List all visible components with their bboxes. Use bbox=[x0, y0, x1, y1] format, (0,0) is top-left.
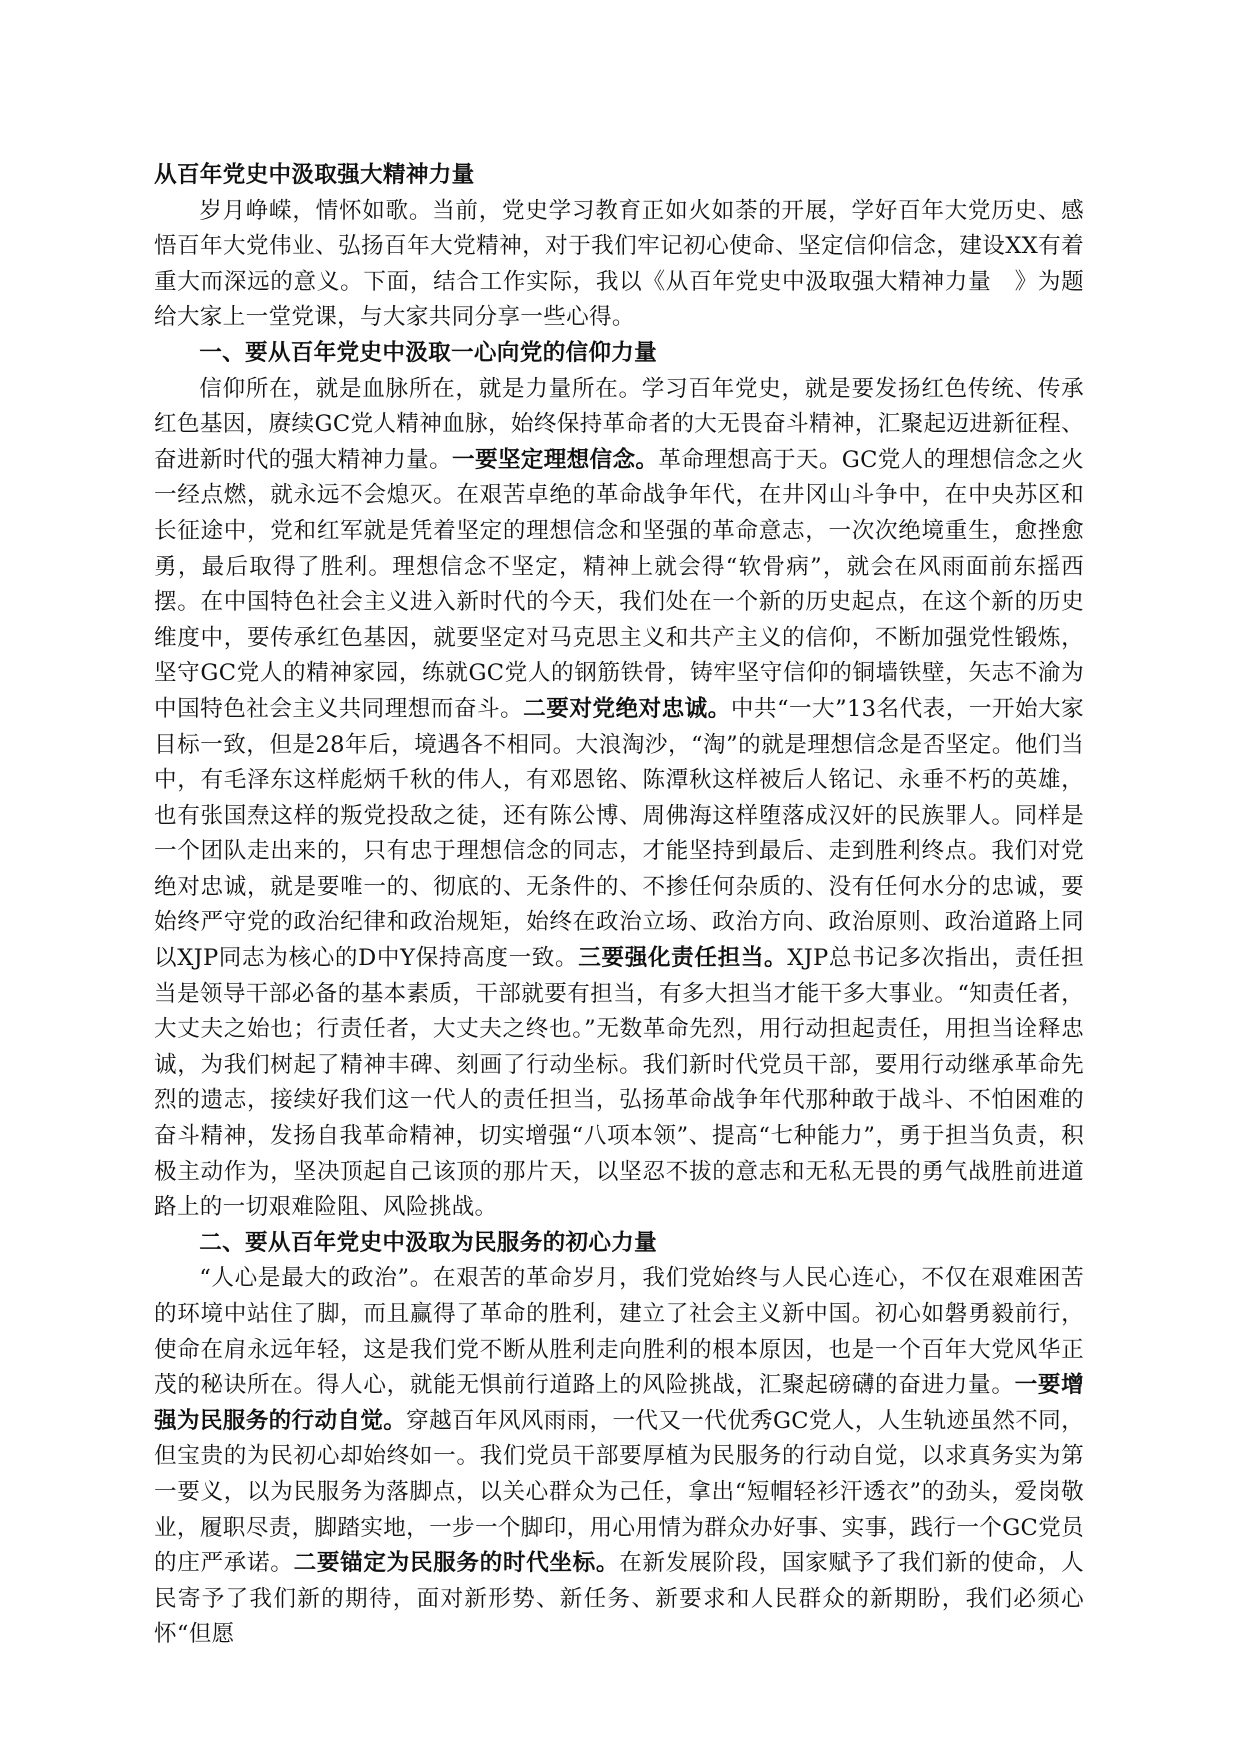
section-2-lead: “人心是最大的政治”。在艰苦的革命岁月，我们党始终与人民心连心，不仅在艰难困苦的环境中站住了脚，而且赢得了革命的胜利，建立了社会主义新中国。初心如磐勇毅前行，使命在肩永远年轻，这是我们党不断从胜利走向胜利的根本原因，也是一个百年大党风华正茂的秘诀所在。得人心，就能无惧前行道路上的风险挑战，汇聚起磅礴的奋进力量。 bbox=[154, 1265, 1084, 1399]
section-2-heading: 二、要从百年党史中汲取为民服务的初心力量 bbox=[199, 1229, 658, 1256]
section-2-point-1-title: 一要增强为民服务的行动自觉。 bbox=[154, 1372, 1084, 1434]
section-1-point-1-text: 革命理想高于天。GC党人的理想信念之火一经点燃，就永远不会熄灭。在艰苦卓绝的革命战争年代，在井冈山斗争中，在中央苏区和长征途中，党和红军就是凭着坚定的理想信念和坚强的革命意志，一次次绝境重生，愈挫愈勇，最后取得了胜利。理想信念不坚定，精神上就会得“软骨病”，就会在风雨面前东摇西摆。在中国特色社会主义进入新时代的今天，我们处在一个新的历史起点，在这个新的历史维度中，要传承红色基因，就要坚定对马克思主义和共产主义的信仰，不断加强党性锻炼，坚守GC党人的精神家园，练就GC党人的钢筋铁骨，铸牢坚守信仰的铜墙铁壁，矢志不渝为中国特色社会主义共同理想而奋斗。 bbox=[154, 446, 1084, 722]
section-2-body bbox=[154, 1261, 1084, 1653]
section-1-point-3-text: XJP总书记多次指出，责任担当是领导干部必备的基本素质，干部就要有担当，有多大担当才能干多大事业。“知责任者，大丈夫之始也；行责任者，大丈夫之终也。”无数革命先烈，用行动担起责任，用担当诠释忠诚，为我们树起了精神丰碑、刻画了行动坐标。我们新时代党员干部，要用行动继承革命先烈的遗志，接续好我们这一代人的责任担当，弘扬革命战争年代那种敢于战斗、不怕困难的奋斗精神，发扬自我革命精神，切实增强“八项本领”、提高“七种能力”，勇于担当负责，积极主动作为，坚决顶起自己该顶的那片天，以坚忍不拔的意志和无私无畏的勇气战胜前进道路上的一切艰难险阻、风险挑战。 bbox=[154, 945, 1085, 1221]
document-title: 从百年党史中汲取强大精神力量 bbox=[154, 162, 475, 188]
section-1-point-2-text: 中共“一大”13名代表，一开始大家目标一致，但是28年后，境遇各不相同。大浪淘沙，“淘”的就是理想信念是否坚定。他们当中，有毛泽东这样彪炳千秋的伟人，有邓恩铭、陈潭秋这样被后人铭记、永垂不朽的英雄，也有张国焘这样的叛党投敌之徒，还有陈公博、周佛海这样堕落成汉奸的民族罪人。同样是一个团队走出来的，只有忠于理想信念的同志，才能坚持到最后、走到胜利终点。我们对党绝对忠诚，就是要唯一的、彻底的、无条件的、不掺任何杂质的、没有任何水分的忠诚，要始终严守党的政治纪律和政治规矩，始终在政治立场、政治方向、政治原则、政治道路上同以XJP同志为核心的D中Y保持高度一致。 bbox=[154, 695, 1084, 972]
section-1-body bbox=[154, 372, 1084, 1226]
intro-paragraph: 岁月峥嵘，情怀如歌。当前，党史学习教育正如火如荼的开展，学好百年大党历史、感悟百年大党伟业、弘扬百年大党精神，对于我们牢记初心使命、坚定信仰信念，建设XX有着重大而深远的意义。下面，结合工作实际，我以《从百年党史中汲取强大精神力量 》为题给大家上一堂党课，与大家共同分享一些心得。 bbox=[154, 197, 1084, 331]
section-1-point-1-title: 一要坚定理想信念。 bbox=[452, 446, 659, 473]
section-1-point-3-title: 三要强化责任担当。 bbox=[578, 945, 788, 972]
section-1-lead: 信仰所在，就是血脉所在，就是力量所在。学习百年党史，就是要发扬红色传统、传承红色基因，赓续GC党人精神血脉，始终保持革命者的大无畏奋斗精神，汇聚起迈进新征程、奋进新时代的强大精神力量。 bbox=[154, 375, 1084, 473]
document-page bbox=[154, 158, 1084, 1653]
section-1-heading: 一、要从百年党史中汲取一心向党的信仰力量 bbox=[199, 339, 658, 366]
section-2-point-2-title: 二要锚定为民服务的时代坐标。 bbox=[293, 1550, 620, 1577]
section-1-point-2-title: 二要对党绝对忠诚。 bbox=[523, 695, 731, 722]
section-2-point-1-text: 穿越百年风风雨雨，一代又一代优秀GC党人，人生轨迹虽然不同，但宝贵的为民初心却始终如一。我们党员干部要厚植为民服务的行动自觉，以求真务实为第一要义，以为民服务为落脚点，以关心群众为己任，拿出“短帽轻衫汗透衣”的劲头，爱岗敬业，履职尽责，脚踏实地，一步一个脚印，用心用情为群众办好事、实事，践行一个GC党员的庄严承诺。 bbox=[154, 1407, 1084, 1577]
section-2-point-2-text: 在新发展阶段，国家赋予了我们新的使命，人民寄予了我们新的期待，面对新形势、新任务、新要求和人民群众的新期盼，我们必须心怀“但愿 bbox=[154, 1550, 1084, 1648]
